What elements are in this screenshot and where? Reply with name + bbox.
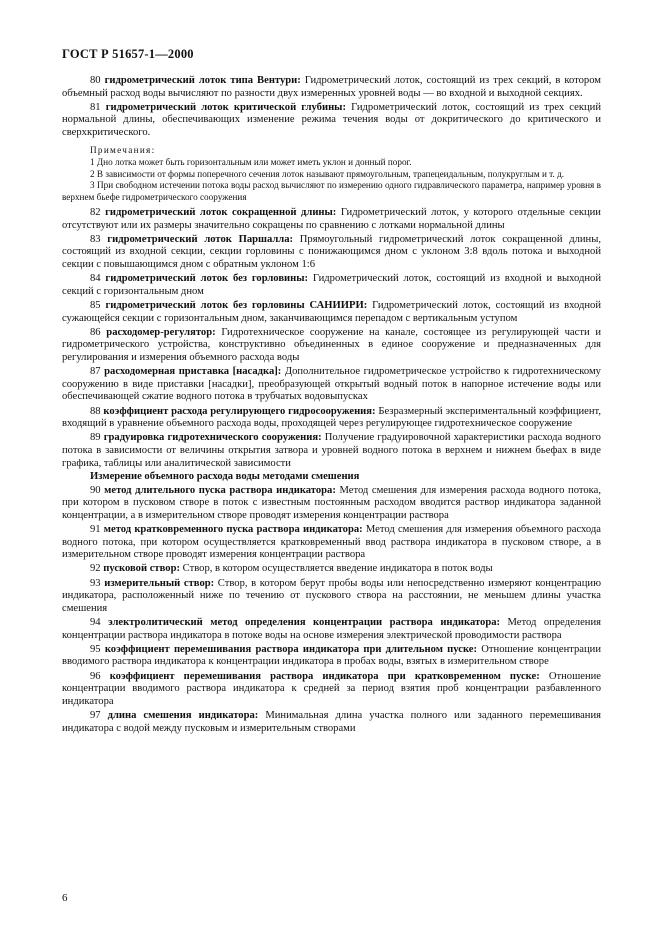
term-definition: Гидрометрический лоток, состоящий из трех секций нормальной длины, обеспечивающих изменение режима течения воды от докритического до критического и сверхкритического. <box>62 101 601 138</box>
term-number: 95 <box>90 643 101 655</box>
term-entry <box>62 578 601 616</box>
term-name: коэффициент перемешивания раствора индикатора при длительном пуске: <box>104 643 478 655</box>
term-definition: Гидротехническое сооружение на канале, состоящее из регулирующей части и гидрометрического устройства, конструктивно объединенных в единое сооружение и предназначенных для регулирования и измерения объемного расхода воды <box>62 326 601 363</box>
term-entry <box>62 710 601 735</box>
term-entry <box>62 327 601 365</box>
term-definition: Гидрометрический лоток, состоящий из входной и выходной секций с горизонтальным дном <box>62 273 601 297</box>
term-number: 87 <box>90 366 101 378</box>
notes-block <box>62 145 601 204</box>
term-definition: Гидрометрический лоток, у которого отдельные секции отсутствуют или их размеры значительно сокращены по сравнению с лотками нормальной длины <box>62 207 601 231</box>
term-entry <box>62 366 601 404</box>
term-entry <box>62 563 601 576</box>
term-definition: Безразмерный экспериментальный коэффициент, входящий в уравнение объемного расхода воды, проходящей через регулирующее гидротехническое сооружение <box>62 405 602 430</box>
term-number: 82 <box>90 207 101 219</box>
term-number: 86 <box>90 326 101 338</box>
term-number: 89 <box>90 432 101 444</box>
term-number: 91 <box>90 524 101 536</box>
term-entry <box>62 432 601 470</box>
term-name: расходомер-регулятор: <box>106 326 216 338</box>
notes-list <box>62 157 601 203</box>
term-number: 93 <box>90 577 101 589</box>
term-name: градуировка гидротехнического сооружения: <box>103 432 322 444</box>
note-item: 1 Дно лотка может быть горизонтальным или может иметь уклон и донный порог. <box>90 157 412 168</box>
note-item: 3 При свободном истечении потока воды расход вычисляют по измерению одного гидравлического параметра, например уровня в верхнем бьефе гидрометрического сооружения <box>62 180 601 202</box>
term-definition: Прямоугольный гидрометрический лоток сокращенной длины, состоящий из входной секции, секции горловины с понижающимся дном с уклоном 3:8 вдоль потока и выходной секции с повышающимся дном с обратным уклоном 1:6 <box>62 233 601 271</box>
term-number: 94 <box>90 617 101 628</box>
term-entry <box>62 644 601 669</box>
term-entry <box>62 102 601 140</box>
entries-group-a <box>62 75 601 140</box>
term-definition: Гидрометрический лоток, состоящий из трех секций, в котором объемный расход воды вычисляют по разности двух измеренных уровней воды — во входной и выходной секциях. <box>62 75 601 99</box>
term-number: 83 <box>90 233 101 245</box>
term-name: коэффициент перемешивания раствора индикатора при кратковременном пуске: <box>109 670 540 682</box>
term-entry <box>62 234 601 272</box>
term-definition: Дополнительное гидрометрическое устройство к гидротехническому сооружению в виде приставки [насадки], преобразующей открытый водный поток в напорное истечение воды или обеспечивающей сжатие водного потока в трубчатых водовыпусках <box>62 366 601 403</box>
term-entry <box>62 273 601 298</box>
document-header: ГОСТ Р 51657-1—2000 <box>62 47 194 61</box>
term-number: 85 <box>90 300 101 311</box>
term-name: коэффициент расхода регулирующего гидросооружения: <box>103 405 376 417</box>
term-name: гидрометрический лоток типа Вентури: <box>104 75 301 86</box>
term-definition: Гидрометрический лоток, состоящий из входной сужающейся секции с горизонтальным дном, заканчивающимся перепадом с вертикальным уступом <box>62 300 602 324</box>
term-name: метод длительного пуска раствора индикатора: <box>104 484 336 496</box>
term-entry <box>62 207 601 232</box>
term-name: гидрометрический лоток Паршалла: <box>107 233 294 245</box>
term-definition: Створ, в котором берут пробы воды или непосредственно измеряют концентрацию индикатора, расположенный ниже по течению от пускового створа на расстоянии, не меньшем длины участка смешения <box>62 577 601 614</box>
entries-group-b <box>62 207 601 470</box>
term-entry <box>62 524 601 562</box>
term-name: измерительный створ: <box>104 577 215 589</box>
notes-title: Примечания: <box>90 144 156 155</box>
note-item: 2 В зависимости от формы поперечного сечения лоток называют прямоугольным, трапецеидальным, полукруглым и т. д. <box>90 168 565 179</box>
term-number: 84 <box>90 273 101 285</box>
term-definition: Метод смешения для измерения расхода водного потока, при котором в пусковом створе в поток с известным постоянным расходом вводится раствор индикатора заданной концентрации, а в измерительном створе проводят измерения концентрации раствора <box>62 484 601 521</box>
term-number: 92 <box>90 563 101 575</box>
term-definition: Отношение концентрации вводимого раствора индикатора к концентрации индикатора в пробах воды, взятых в измерительном створе <box>62 643 602 668</box>
term-number: 90 <box>90 484 101 496</box>
term-name: гидрометрический лоток без горловины САНИИРИ: <box>105 300 368 311</box>
term-definition: Отношение концентрации вводимого раствора индикатора к средней за период взятия проб концентрации разбавленного индикатора <box>62 670 601 707</box>
section-title: Измерение объемного расхода воды методами смешения <box>90 471 360 483</box>
term-number: 97 <box>90 709 101 721</box>
term-definition: Получение градуировочной характеристики расхода водного потока в зависимости от величины открытия затвора и уровней водного потока в верхнем и нижнем бьефах в виде графика, таблицы или аналитической зависимости <box>62 432 601 469</box>
term-entry <box>62 671 601 709</box>
page-number: 6 <box>62 892 68 904</box>
term-name: длина смешения индикатора: <box>107 709 259 721</box>
term-definition: Минимальная длина участка полного или заданного перемешивания индикатора с водой между пусковым и измерительным створами <box>62 709 601 734</box>
term-entry <box>62 75 601 100</box>
term-name: гидрометрический лоток без горловины: <box>105 273 309 285</box>
term-definition: Створ, в котором осуществляется введение индикатора в поток воды <box>182 563 493 575</box>
term-name: пусковой створ: <box>103 563 180 575</box>
term-name: расходомерная приставка [насадка]: <box>104 366 282 378</box>
term-definition: Метод определения концентрации раствора индикатора в потоке воды на основе измерения электрической проводимости раствора <box>62 617 601 641</box>
term-number: 88 <box>90 405 101 417</box>
term-entry <box>62 485 601 523</box>
term-entry <box>62 300 601 325</box>
term-entry <box>62 617 601 642</box>
term-name: гидрометрический лоток критической глубины: <box>105 101 346 113</box>
entries-group-c <box>62 485 601 735</box>
term-number: 96 <box>90 670 101 682</box>
term-name: гидрометрический лоток сокращенной длины: <box>105 207 337 219</box>
term-entry <box>62 406 601 431</box>
term-number: 81 <box>90 101 101 113</box>
term-number: 80 <box>90 75 101 86</box>
term-definition: Метод смешения для измерения объемного расхода водного потока, при котором осуществляется кратковременный ввод раствора индикатора в пусковом створе, а в измерительном створе проводят измерения концентрации раствора <box>62 524 601 561</box>
term-name: метод кратковременного пуска раствора индикатора: <box>103 524 363 536</box>
term-name: электролитический метод определения концентрации раствора индикатора: <box>108 617 501 628</box>
document-body <box>62 75 601 735</box>
